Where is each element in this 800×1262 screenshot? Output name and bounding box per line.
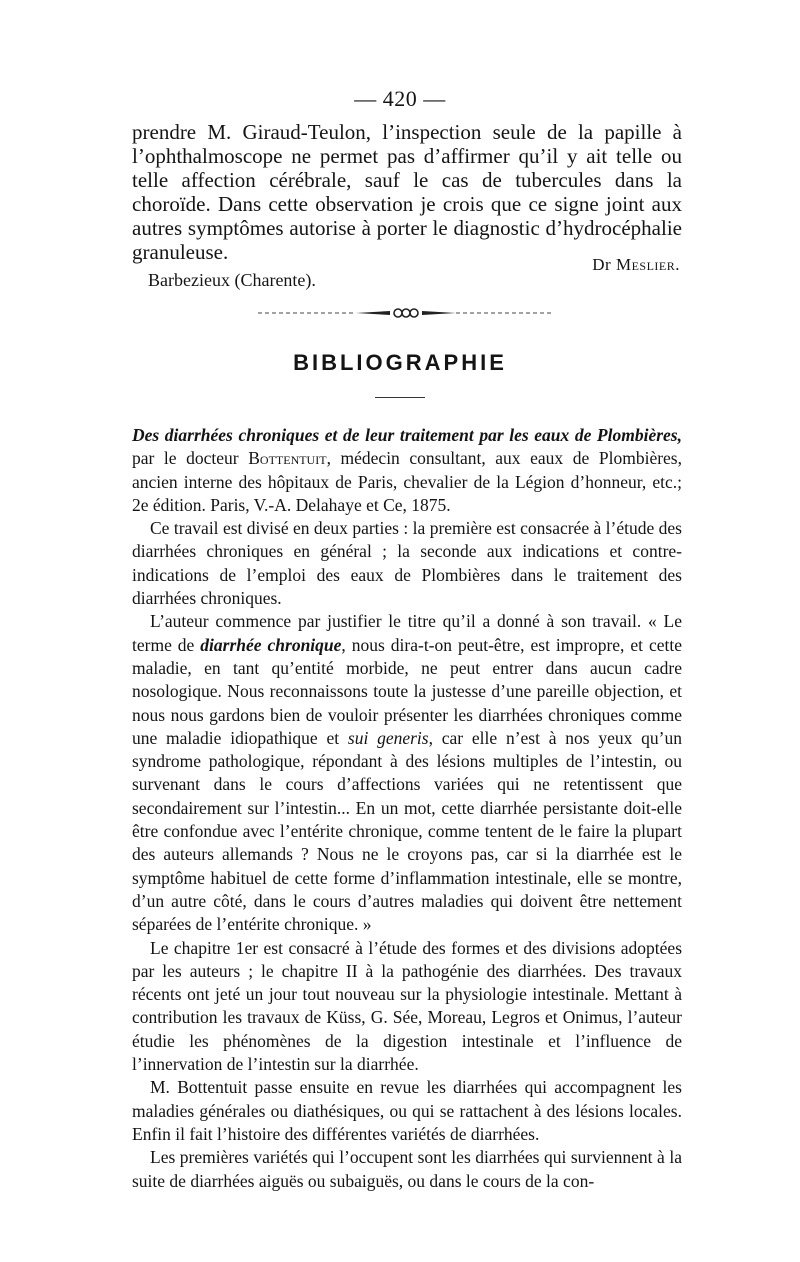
p2-latin: sui generis — [347, 727, 429, 748]
page-number: — 420 — — [354, 86, 446, 111]
review-paragraph-1: Ce travail est divisé en deux parties : la première est consacrée à l’étude des diarrhées chroniques en général ; la seconde aux indications et contre-indications de l’emploi des eaux de Plombières dans le traitement des diarrhées chroniques. — [132, 518, 682, 609]
review-paragraph-4: M. Bottentuit passe ensuite en revue les diarrhées qui accompagnent les maladies générales ou diathésiques, ou qui se rattachent à des lésions locales. Enfin il fait l’histoire des différentes variétés de diarrhées. — [132, 1077, 682, 1144]
book-title: Des diarrhées chroniques et de leur traitement par les eaux de Plombières, — [132, 425, 682, 445]
p2-text-b: , nous dira-t-on peut-être, est impropre, et cette maladie, en tant qu’entité morbide, ne peut entrer dans aucun cadre nosologique. Nous reconnaissons toute la justesse d’une pareille objection, et nous nous gardons bien de vouloir présenter les diarrhées chroniques comme une maladie idiopathique et — [132, 634, 683, 748]
place-line: Barbezieux (Charente). — [148, 270, 316, 290]
p2-text-a: L’auteur commence par justifier le titre qu’il a donné à son travail. « Le terme de — [132, 611, 682, 655]
heading-rule — [375, 397, 425, 398]
citation-by: par le docteur — [132, 448, 249, 469]
review-citation — [132, 424, 682, 517]
intro-text: prendre M. Giraud-Teulon, l’inspection seule de la papille à l’ophthalmoscope ne permet pas d’affirmer qu’il y ait telle ou telle affection cérébrale, sauf le cas de tubercules dans la choroïde. Dans cette observation je crois que ce signe joint aux autres symptômes autorise à porter le diagnostic d’hydrocéphalie granuleuse. — [132, 120, 682, 264]
author-signature — [592, 255, 680, 275]
review-paragraph-3: Le chapitre 1er est consacré à l’étude des formes et des divisions adoptées par les auteurs ; le chapitre II à la pathogénie des diarrhées. Des travaux récents ont jeté un jour tout nouveau sur la physiologie intestinale. Mettant à contribution les travaux de Küss, G. Sée, Moreau, Legros et Onimus, l’auteur étudie les phénomènes de la digestion intestinale et l’influence de l’innervation de l’intestin sur la diarrhée. — [132, 937, 682, 1075]
citation-details: , médecin consultant, aux eaux de Plombières, ancien interne des hôpitaux de Paris, chevalier de la Légion d’honneur, etc.; 2e édition. Paris, V.-A. Delahaye et Ce, 1875. — [132, 448, 682, 515]
intro-paragraph — [132, 120, 682, 264]
review-paragraph-2 — [132, 610, 682, 936]
review-paragraph-5: Les premières variétés qui l’occupent sont les diarrhées qui surviennent à la suite de diarrhées aiguës ou subaiguës, ou dans le cours de la con- — [132, 1147, 682, 1191]
p2-text-c: , car elle n’est à nos yeux qu’un syndrome pathologique, répondant à des lésions multiples de l’intestin, ou survenant dans le cours d’affections variées qui ne retentissent que secondairement sur l’intestin... En un mot, cette diarrhée persistante doit-elle être confondue avec l’entérite chronique, comme tentent de le faire la plupart des auteurs allemands ? Nous ne le croyons pas, car si la diarrhée est le symptôme habituel de cette forme d’inflammation intestinale, elle se montre, d’un autre côté, dans le cours d’autres maladies qui doivent être nettement séparées de l’entérite chronique. » — [132, 727, 682, 935]
ornamental-divider — [258, 303, 554, 323]
section-heading: BIBLIOGRAPHIE — [293, 350, 507, 375]
signature-name: Meslier. — [615, 255, 680, 274]
review-body — [132, 424, 682, 1193]
p2-term: diarrhée chronique — [200, 634, 342, 655]
signature-prefix: Dr — [592, 255, 612, 274]
citation-author: Bottentuit — [248, 448, 327, 469]
